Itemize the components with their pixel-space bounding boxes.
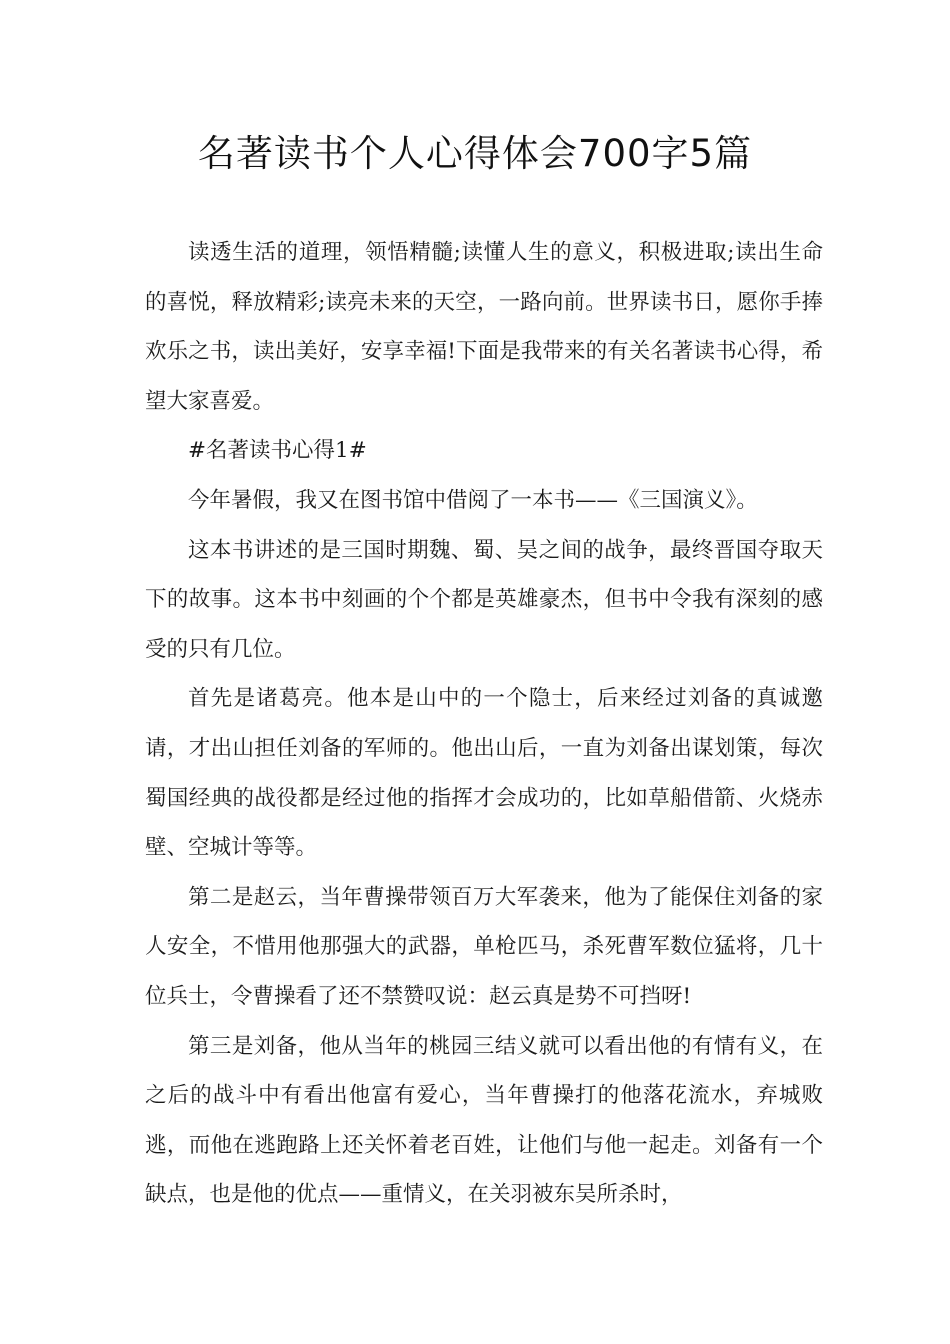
section-heading: #名著读书心得1# (188, 438, 367, 464)
document-title: 名著读书个人心得体会700字5篇 (197, 132, 753, 175)
paragraph: 这本书讲述的是三国时期魏、蜀、吴之间的战争，最终晋国夺取天下的故事。这本书中刻画的个个都是英雄豪杰，但书中令我有深刻的感受的只有几位。 (145, 537, 823, 662)
paragraph: 第三是刘备，他从当年的桃园三结义就可以看出他的有情有义，在之后的战斗中有看出他富有爱心，当年曹操打的他落花流水，弃城败逃，而他在逃跑路上还关怀着老百姓，让他们与他一起走。刘备有一个缺点，也是他的优点——重情义，在关羽被东吴所杀时， (145, 1033, 823, 1208)
document-body (145, 228, 823, 1220)
paragraph-intro: 读透生活的道理，领悟精髓;读懂人生的意义，积极进取;读出生命的喜悦，释放精彩;读亮未来的天空，一路向前。世界读书日，愿你手捧欢乐之书，读出美好，安享幸福!下面是我带来的有关名著读书心得，希望大家喜爱。 (145, 240, 823, 414)
paragraph: 今年暑假，我又在图书馆中借阅了一本书——《三国演义》。 (188, 487, 758, 513)
paragraph: 首先是诸葛亮。他本是山中的一个隐士，后来经过刘备的真诚邀请，才出山担任刘备的军师的。他出山后，一直为刘备出谋划策，每次蜀国经典的战役都是经过他的指挥才会成功的，比如草船借箭、火烧赤壁、空城计等等。 (145, 686, 823, 861)
paragraph: 第二是赵云，当年曹操带领百万大军袭来，他为了能保住刘备的家人安全，不惜用他那强大的武器，单枪匹马，杀死曹军数位猛将，几十位兵士，令曹操看了还不禁赞叹说：赵云真是势不可挡呀! (145, 884, 823, 1009)
